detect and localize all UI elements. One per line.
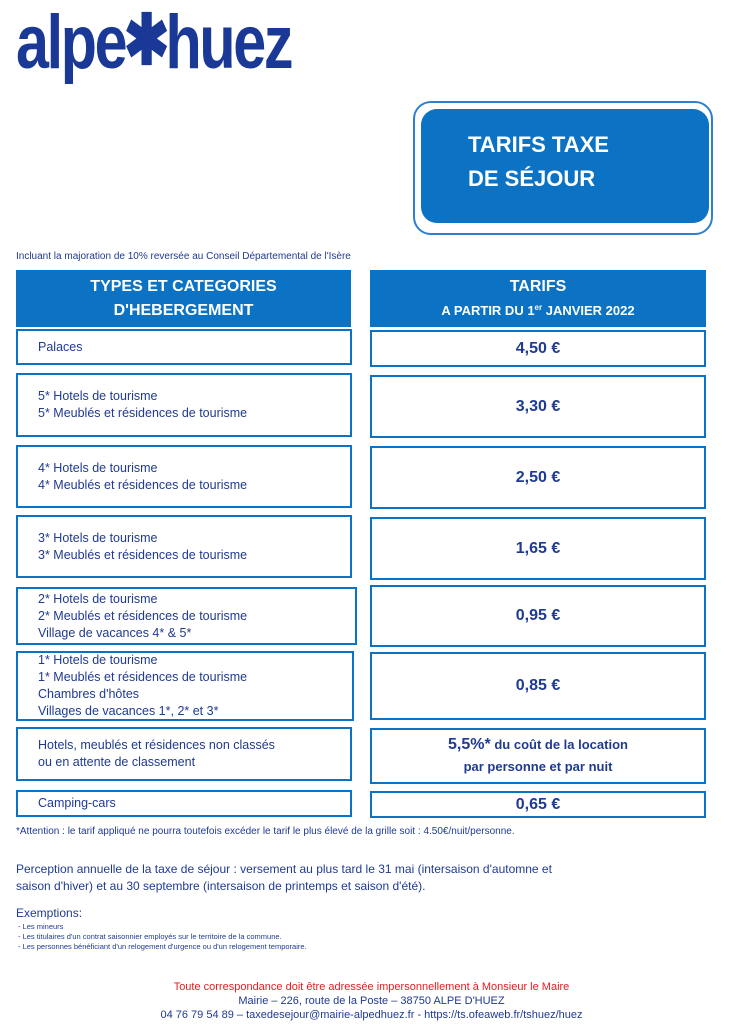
price-value: 4,50 € (515, 339, 561, 357)
price-value: 3,30 € (515, 397, 561, 415)
category-box-unclassified (16, 727, 352, 781)
header-tarifs-line-2: A PARTIR DU 1er JANVIER 2022 (441, 303, 635, 318)
header-types-line-1: TYPES ET CATEGORIES (90, 278, 277, 295)
category-line: Villages de vacances 1*, 2* et 3* (38, 704, 219, 718)
price-box-camping-cars (370, 791, 706, 818)
price-value: 0,85 € (515, 677, 561, 694)
footer-address: Mairie – 226, route de la Poste – 38750 ALPE D'HUEZ (238, 995, 505, 1007)
price-box-3-star (370, 517, 706, 580)
price-box-2-star (370, 585, 706, 647)
category-box-3-star (16, 515, 352, 578)
title-line-2: DE SÉJOUR (468, 166, 596, 191)
logo-text-left: alpe (16, 0, 126, 85)
category-line: Village de vacances 4* & 5* (38, 625, 192, 640)
category-line: 2* Hotels de tourisme (38, 591, 158, 606)
price-value: 0,65 € (515, 795, 561, 813)
category-line: Hotels, meublés et résidences non classés (38, 738, 275, 752)
attention-note: *Attention : le tarif appliqué ne pourra toutefois excéder le tarif le plus élevé de la grille soit : 4.50€/nuit/personne. (16, 826, 515, 837)
header-types (16, 270, 351, 327)
category-box-camping-cars (16, 790, 352, 817)
price-per-person-line: par personne et par nuit (463, 759, 613, 774)
alpe-huez-logo (16, 0, 291, 88)
category-line: 3* Hotels de tourisme (38, 530, 158, 545)
logo-text-right: huez (165, 0, 292, 85)
category-box-2-star (16, 587, 357, 645)
category-line: Chambres d'hôtes (38, 687, 140, 701)
price-box-1-star (370, 652, 706, 720)
title-line-1: TARIFS TAXE (468, 132, 609, 157)
category-line: 3* Meublés et résidences de tourisme (38, 547, 248, 562)
snowflake-icon: ✱ (123, 1, 168, 79)
exemption-item: - Les titulaires d'un contrat saisonnier employés sur le territoire de la commune. (18, 932, 282, 941)
category-line: 5* Meublés et résidences de tourisme (38, 406, 248, 420)
category-line: Camping-cars (38, 796, 116, 810)
category-line: 1* Meublés et résidences de tourisme (38, 670, 248, 684)
footer-correspondence: Toute correspondance doit être adressée impersonnellement à Monsieur le Maire (173, 981, 570, 993)
price-value: 2,50 € (515, 468, 561, 486)
price-box-unclassified (370, 728, 706, 784)
category-line: ou en attente de classement (38, 755, 196, 769)
category-box-palaces (16, 329, 352, 365)
category-box-5-star (16, 373, 352, 437)
perception-line-2: saison d'hiver) et au 30 septembre (intersaison de printemps et saison d'été). (16, 879, 426, 893)
category-line: 4* Meublés et résidences de tourisme (38, 477, 248, 492)
exemption-item: - Les mineurs (18, 922, 64, 931)
price-box-palaces (370, 330, 706, 367)
perception-line-1: Perception annuelle de la taxe de séjour : versement au plus tard le 31 mai (intersaison d'automne et (16, 862, 552, 876)
header-types-line-2: D'HEBERGEMENT (113, 302, 254, 319)
intro-note: Incluant la majoration de 10% reversée au Conseil Départemental de l'Isère (16, 251, 351, 262)
price-percent-line: 5,5%* du coût de la location (448, 736, 628, 753)
exemption-item: - Les personnes bénéficiant d'un relogement d'urgence ou d'un relogement temporaire. (18, 942, 307, 951)
price-box-5-star (370, 375, 706, 438)
category-line: 1* Hotels de tourisme (38, 653, 158, 667)
header-tarifs-line-1: TARIFS (509, 278, 567, 295)
category-line: Palaces (38, 339, 83, 354)
category-box-4-star (16, 445, 352, 508)
price-value: 1,65 € (515, 539, 561, 557)
category-line: 5* Hotels de tourisme (38, 389, 158, 403)
price-value: 0,95 € (515, 607, 561, 624)
category-line: 4* Hotels de tourisme (38, 460, 158, 475)
exemptions-title: Exemptions: (16, 906, 83, 920)
category-line: 2* Meublés et résidences de tourisme (38, 608, 248, 623)
title-card (421, 109, 709, 223)
header-tarifs (370, 270, 706, 327)
footer-contact: 04 76 79 54 89 – taxedesejour@mairie-alpedhuez.fr - https://ts.ofeaweb.fr/tshuez/huez (160, 1009, 583, 1021)
price-box-4-star (370, 446, 706, 509)
category-box-1-star (16, 651, 354, 721)
